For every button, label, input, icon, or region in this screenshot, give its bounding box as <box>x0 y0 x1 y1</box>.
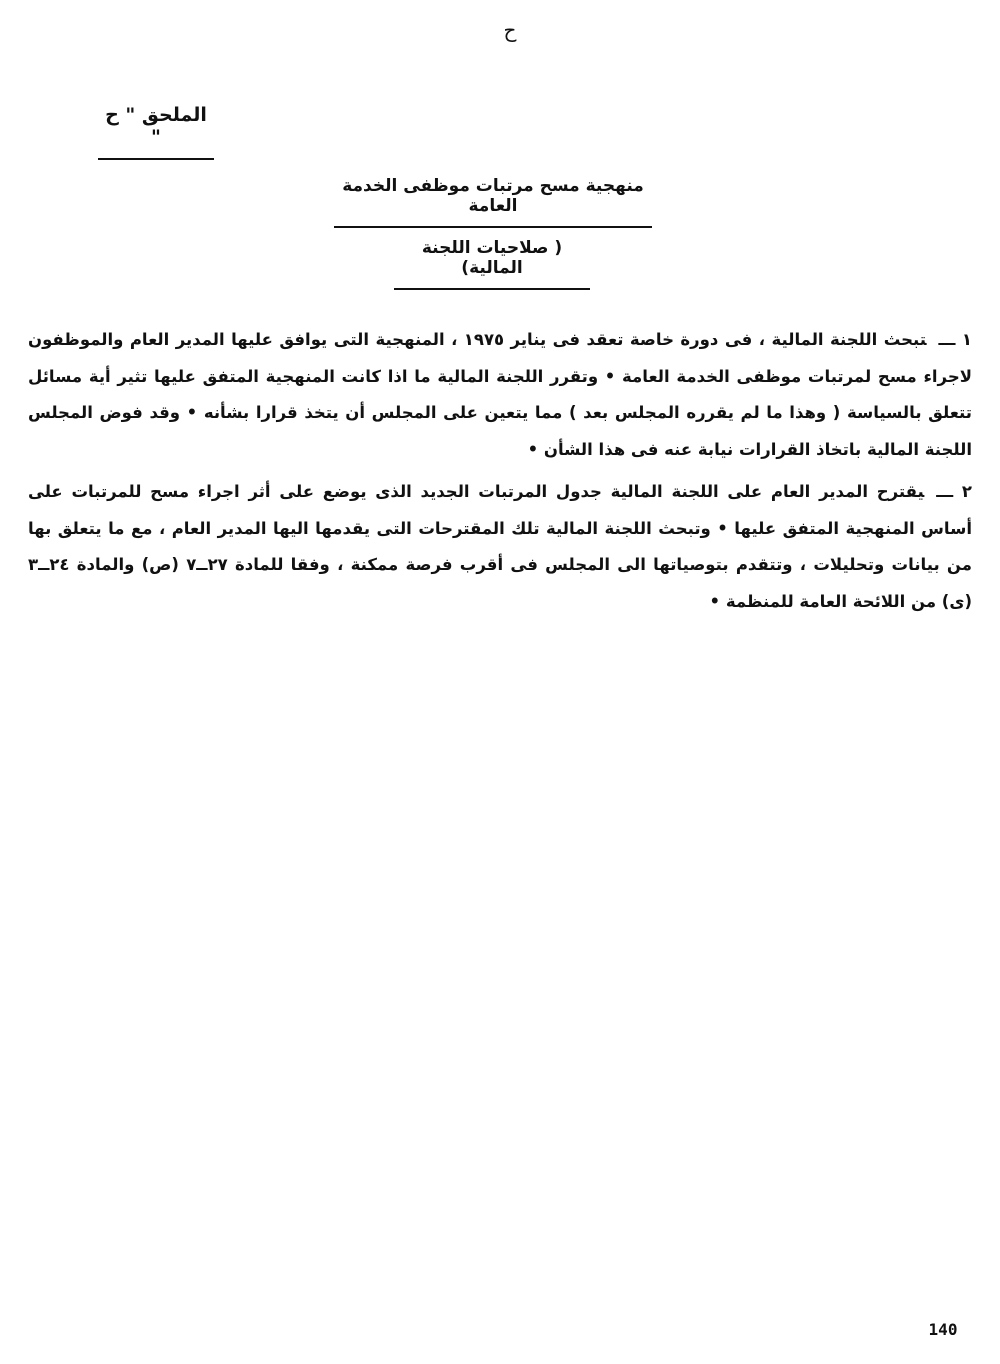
document-title: منهجية مسح مرتبات موظفى الخدمة العامة <box>334 176 652 228</box>
paragraph-number: ٢ ـــ <box>936 482 972 501</box>
paragraph-text: يقترح المدير العام على اللجنة المالية جدول المرتبات الجديد الذى يوضع على أثر اجراء مسح للمرتبات على أساس المنهجية المتفق عليها • وتبحث اللجنة المالية تلك المقترحات التى يقدمها اليها المدير العام ، مع ما يتعلق بها من بيانات وتحليلات ، وتتقدم بتوصياتها الى المجلس فى أقرب فرصة ممكنة ، وفقا للمادة ٢٧ــ٧ (ص) والمادة ٢٤ــ٣ (ى) من اللائحة العامة للمنظمة • <box>28 482 972 611</box>
page-number: 140 <box>928 1320 958 1339</box>
paragraph-1 <box>28 322 972 468</box>
document-body <box>28 322 972 626</box>
annex-label: الملحق " ح " <box>98 104 214 160</box>
paragraph-number: ١ ـــ <box>938 330 972 349</box>
paragraph-2 <box>28 474 972 620</box>
page-letter: ح <box>503 18 517 42</box>
document-subtitle: ( صلاحيات اللجنة المالية) <box>394 238 590 290</box>
paragraph-text: تبحث اللجنة المالية ، فى دورة خاصة تعقد فى يناير ١٩٧٥ ، المنهجية التى يوافق عليها المدير العام والموظفون لاجراء مسح لمرتبات موظفى الخدمة العامة • وتقرر اللجنة المالية ما اذا كانت المنهجية المتفق عليها تثير أية مسائل تتعلق بالسياسة ( وهذا ما لم يقرره المجلس بعد ) مما يتعين على المجلس أن يتخذ قرارا بشأنه • وقد فوض المجلس اللجنة المالية باتخاذ القرارات نيابة عنه فى هذا الشأن • <box>28 330 972 459</box>
